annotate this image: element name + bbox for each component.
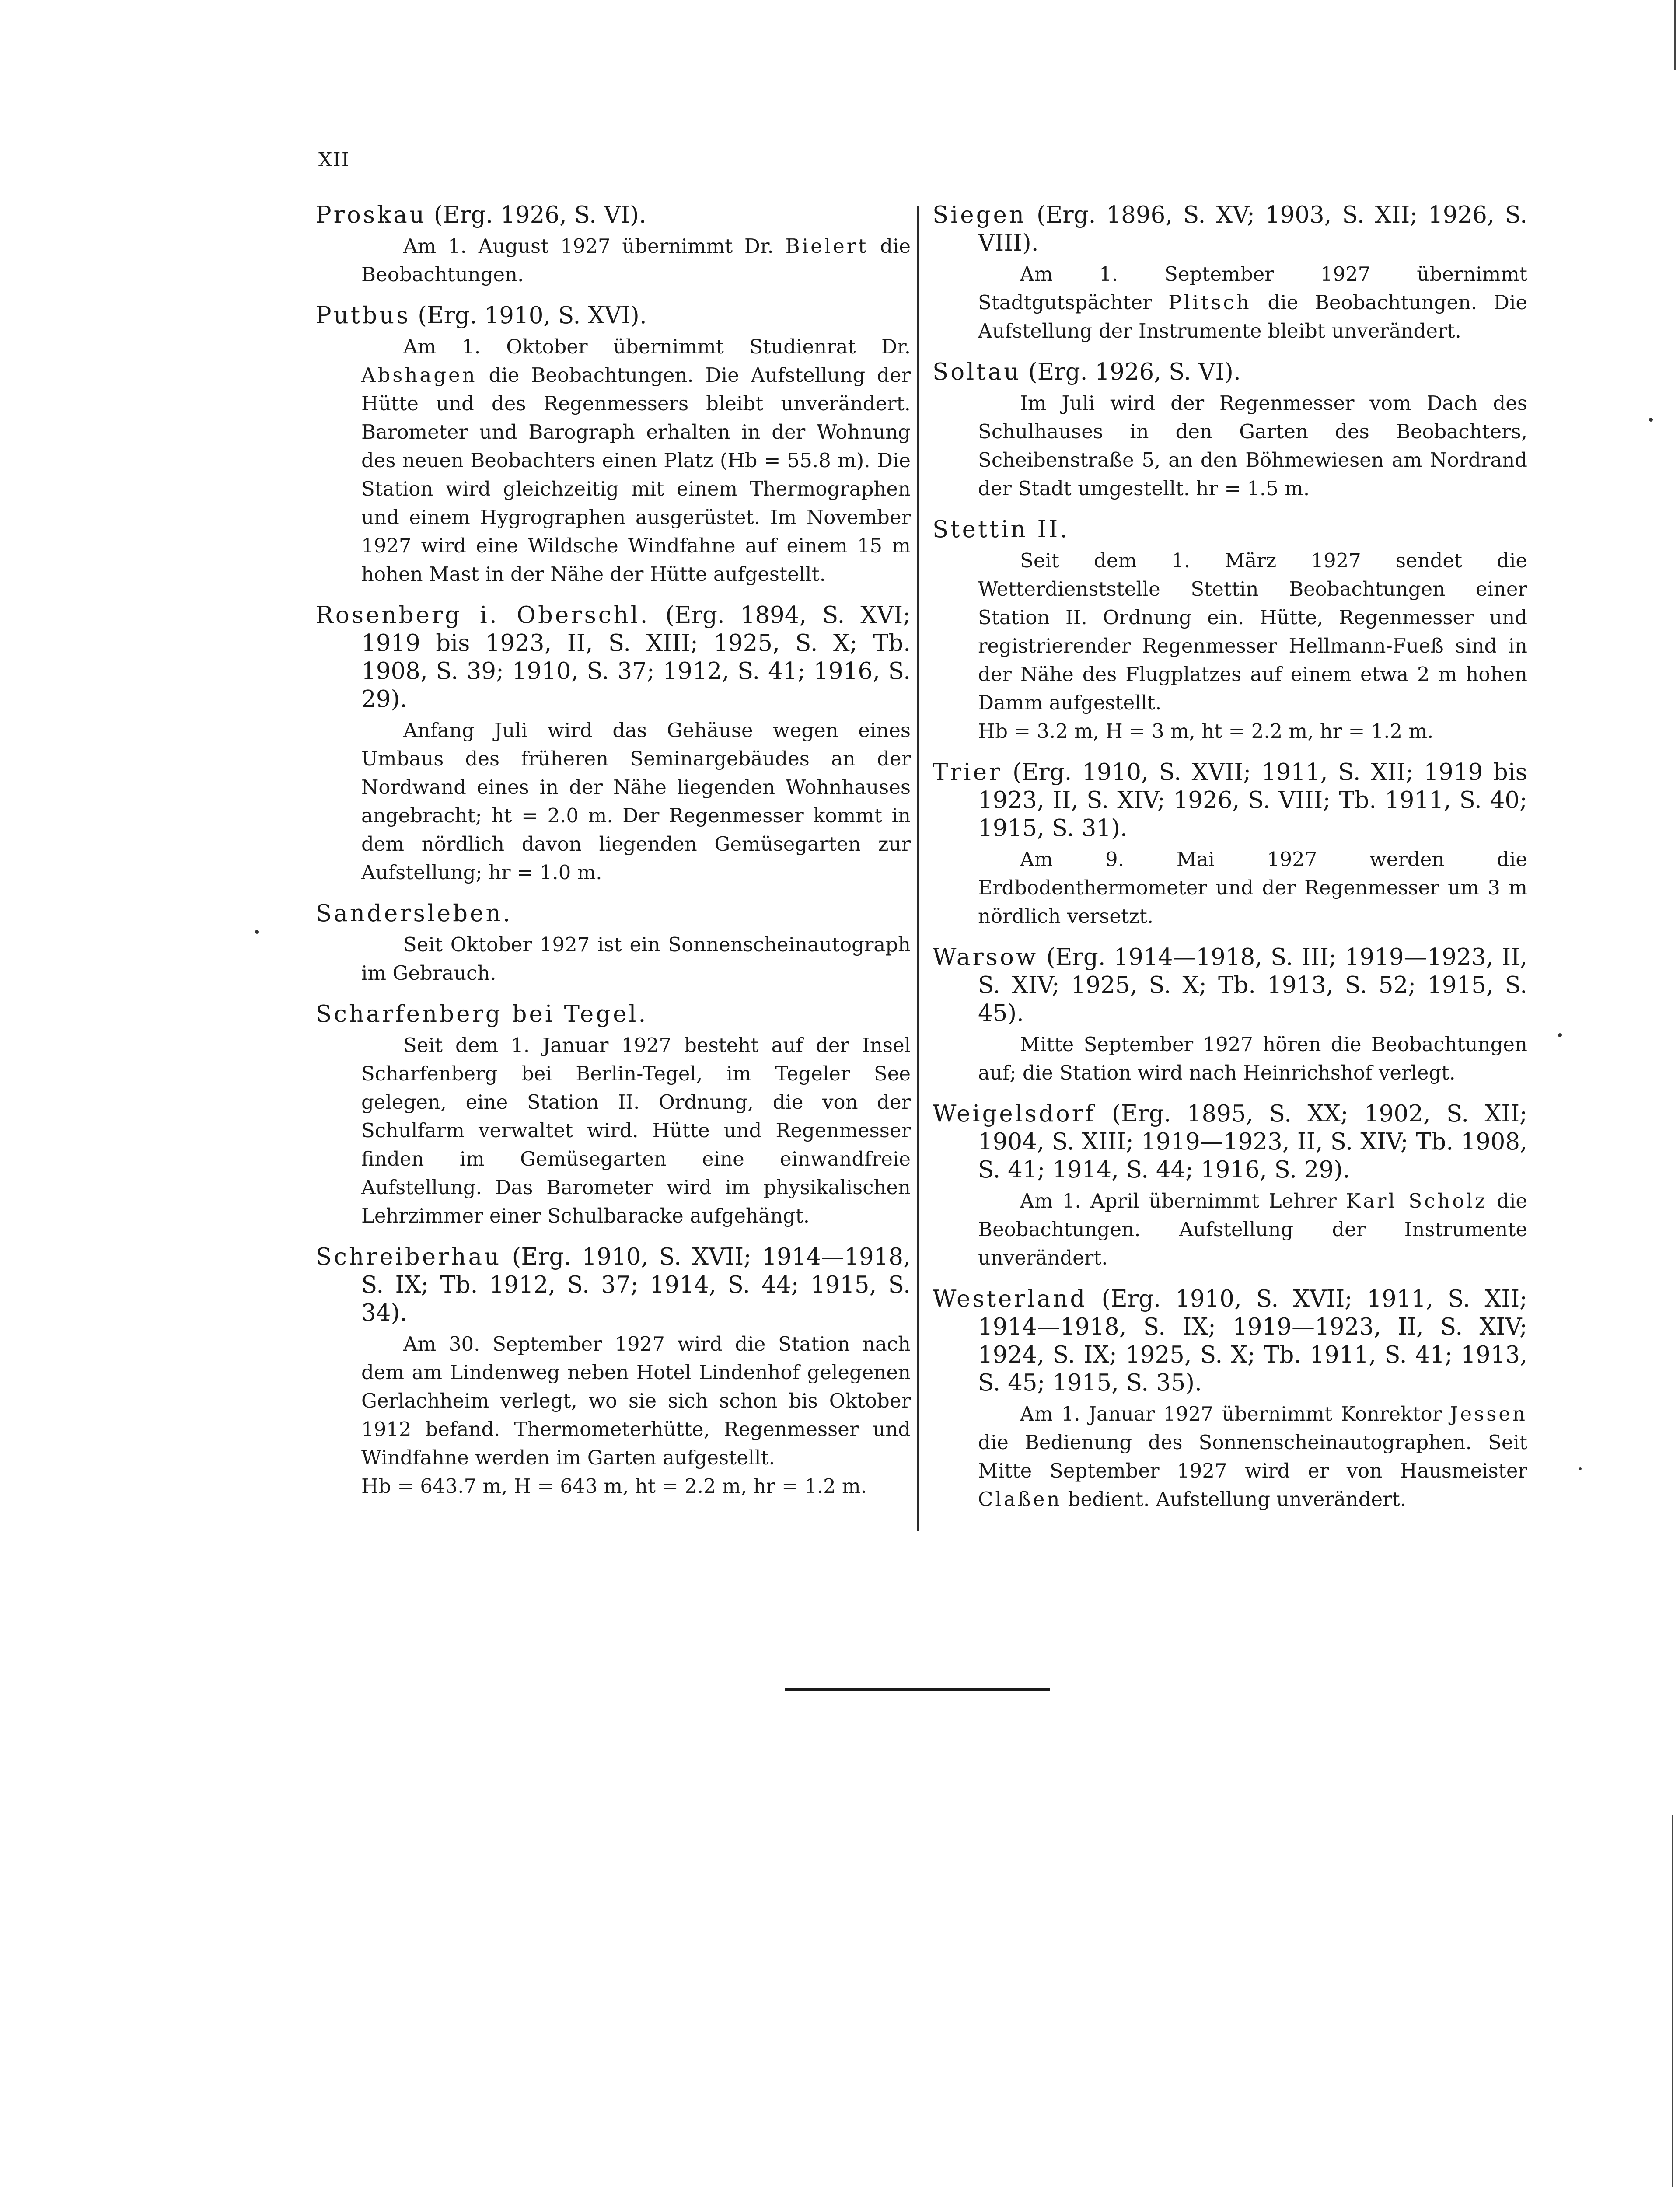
entry-text: Im Juli wird der Regenmesser vom Dach des Schulhauses in den Garten des Beobachters, Scheibenstraße 5, an den Böhmewiesen am Nordrand der Stadt umgestellt. hr = 1.5 m. xyxy=(978,391,1527,500)
entry-text: Am 9. Mai 1927 werden die Erdbodenthermometer und der Regenmesser um 3 m nördlich versetzt. xyxy=(978,848,1527,928)
text-run: die Beobachtungen. xyxy=(361,234,911,286)
entry-text xyxy=(316,332,911,588)
station-name: Soltau xyxy=(933,359,1021,385)
observer-name: Bielert xyxy=(785,234,869,258)
text-run: bedient. Aufstellung unverändert. xyxy=(1062,1488,1407,1511)
entry-warsow xyxy=(933,943,1527,1087)
entry-text xyxy=(933,1400,1527,1513)
entry-trier xyxy=(933,758,1527,930)
entry-rosenberg xyxy=(316,601,911,887)
text-run: die Bedienung des Sonnenscheinautographen. Seit Mitte September 1927 wird er von Hausmeister xyxy=(978,1431,1527,1482)
entry-heading xyxy=(933,943,1527,1027)
scan-speck xyxy=(1558,1033,1562,1037)
right-column xyxy=(933,201,1527,1527)
station-name: Siegen xyxy=(933,202,1027,228)
station-name: Warsow xyxy=(933,944,1038,971)
station-references: (Erg. 1896, S. XV; 1903, S. XII; 1926, S. VIII). xyxy=(978,202,1527,256)
observer-name: Karl Scholz xyxy=(1346,1189,1488,1212)
entry-putbus xyxy=(316,302,911,588)
entry-proskau xyxy=(316,201,911,289)
scan-speck xyxy=(1579,1467,1582,1470)
scan-edge-line xyxy=(1672,1815,1673,2187)
entry-heading xyxy=(933,758,1527,842)
entry-heading xyxy=(933,516,1527,544)
scan-speck xyxy=(255,930,259,934)
observer-name: Jessen xyxy=(1450,1402,1527,1425)
scan-speck xyxy=(1649,418,1653,422)
station-name: Stettin II. xyxy=(933,516,1070,543)
entry-heading xyxy=(316,201,911,229)
entry-text: Mitte September 1927 hören die Beobachtungen auf; die Station wird nach Heinrichshof verlegt. xyxy=(978,1033,1527,1084)
entry-heading xyxy=(316,601,911,713)
entry-schreiberhau xyxy=(316,1243,911,1500)
column-divider xyxy=(917,206,919,1531)
entry-heading xyxy=(316,1000,911,1028)
station-references: (Erg. 1914—1918, S. III; 1919—1923, II, S. XIV; 1925, S. X; Tb. 1913, S. 52; 1915, S. 45). xyxy=(978,944,1527,1027)
entry-heading xyxy=(933,358,1527,386)
text-run: Am 1. Januar 1927 übernimmt Konrektor xyxy=(1020,1402,1450,1425)
page-number: XII xyxy=(318,149,350,171)
entry-text: Anfang Juli wird das Gehäuse wegen eines Umbaus des früheren Seminargebäudes an der Nordwand eines in der Nähe liegenden Wohnhauses angebracht; ht = 2.0 m. Der Regenmesser kommt in dem nördlich davon liegenden Gemüsegarten zur Aufstellung; hr = 1.0 m. xyxy=(361,719,911,884)
text-run: Am 1. September 1927 übernimmt Stadtgutspächter xyxy=(978,262,1527,314)
station-references: (Erg. 1910, S. XVII; 1911, S. XII; 1919 bis 1923, II, S. XIV; 1926, S. VIII; Tb. 1911, S. 40; 1915, S. 31). xyxy=(978,759,1527,842)
entry-soltau xyxy=(933,358,1527,503)
entry-text xyxy=(933,1187,1527,1272)
entry-heading xyxy=(316,1243,911,1327)
station-name: Putbus xyxy=(316,302,411,329)
observer-name: Abshagen xyxy=(361,363,477,387)
entry-sandersleben xyxy=(316,900,911,987)
entry-stettin xyxy=(933,516,1527,745)
station-references: (Erg. 1910, S. XVII; 1911, S. XII; 1914—1918, S. IX; 1919—1923, II, S. XIV; 1924, S. IX; 1925, S. X; Tb. 1911, S. 41; 1913, S. 45; 1915, S. 35). xyxy=(978,1286,1527,1396)
entry-heading xyxy=(933,1285,1527,1397)
station-name: Trier xyxy=(933,759,1002,786)
entry-text: Seit dem 1. März 1927 sendet die Wetterdienststelle Stettin Beobachtungen einer Station II. Ordnung ein. Hütte, Regenmesser und registrierender Regenmesser Hellmann-Fueß sind in der Nähe des Flugplatzes auf einem etwa 2 m hohen Damm aufgestellt. xyxy=(978,549,1527,714)
station-references: (Erg. 1895, S. XX; 1902, S. XII; 1904, S. XIII; 1919—1923, II, S. XIV; Tb. 1908, S. 41; 1914, S. 44; 1916, S. 29). xyxy=(978,1100,1527,1183)
station-name: Rosenberg i. Oberschl. xyxy=(316,602,650,629)
text-run: Am 1. April übernimmt Lehrer xyxy=(1020,1189,1346,1212)
entry-weigelsdorf xyxy=(933,1100,1527,1272)
text-run: Am 1. August 1927 übernimmt Dr. xyxy=(403,234,786,258)
station-references: (Erg. 1894, S. XVI; 1919 bis 1923, II, S. XIII; 1925, S. X; Tb. 1908, S. 39; 1910, S. 37; 1912, S. 41; 1916, S. 29). xyxy=(361,602,911,713)
station-name: Westerland xyxy=(933,1286,1087,1312)
entry-text: Am 30. September 1927 wird die Station nach dem am Lindenweg neben Hotel Lindenhof gelegenen Gerlachheim verlegt, wo sie sich schon bis Oktober 1912 befand. Thermometerhütte, Regenmesser und Windfahne werden im Garten aufgestellt. xyxy=(361,1332,911,1469)
station-heights: Hb = 3.2 m, H = 3 m, ht = 2.2 m, hr = 1.2 m. xyxy=(978,720,1434,743)
text-run: die Beobachtungen. Die Aufstellung der Hütte und des Regenmessers bleibt unverändert. Barometer und Barograph erhalten in der Wohnung des neuen Beobachters einen Platz (Hb = 55.8 m). Die Station wird gleichzeitig mit einem Thermographen und einem Hygrographen ausgerüstet. Im November 1927 wird eine Wildsche Windfahne auf einem 15 m hohen Mast in der Nähe der Hütte aufgestellt. xyxy=(361,363,911,586)
entry-text: Seit Oktober 1927 ist ein Sonnenscheinautograph im Gebrauch. xyxy=(361,933,911,985)
entry-text xyxy=(316,232,911,289)
entry-heading xyxy=(933,201,1527,257)
observer-name: Plitsch xyxy=(1168,291,1251,314)
station-references: (Erg. 1926, S. VI). xyxy=(1021,359,1241,385)
entry-scharfenberg xyxy=(316,1000,911,1230)
entry-text: Seit dem 1. Januar 1927 besteht auf der Insel Scharfenberg bei Berlin-Tegel, im Tegeler See gelegen, eine Station II. Ordnung, die von der Schulfarm verwaltet wird. Hütte und Regenmesser finden im Gemüsegarten eine einwandfreie Aufstellung. Das Barometer wird im physikalischen Lehrzimmer einer Schulbaracke aufgehängt. xyxy=(361,1034,911,1227)
station-name: Weigelsdorf xyxy=(933,1100,1096,1127)
station-name: Scharfenberg bei Tegel. xyxy=(316,1001,648,1027)
entry-heading xyxy=(933,1100,1527,1184)
station-name: Proskau xyxy=(316,202,426,228)
entry-heading xyxy=(316,302,911,330)
station-name: Sandersleben. xyxy=(316,900,513,927)
entry-text xyxy=(933,260,1527,345)
station-references: (Erg. 1910, S. XVI). xyxy=(410,302,647,329)
left-column xyxy=(316,201,911,1513)
entry-westerland xyxy=(933,1285,1527,1513)
scan-edge-line xyxy=(1674,0,1676,70)
text-run: die Beobachtungen. Aufstellung der Instrumente unverändert. xyxy=(978,1189,1527,1269)
text-run: die Beobachtungen. Die Aufstellung der Instrumente bleibt unverändert. xyxy=(978,291,1527,342)
station-name: Schreiberhau xyxy=(316,1244,502,1270)
text-run: Am 1. Oktober übernimmt Studienrat Dr. xyxy=(403,335,911,358)
end-rule xyxy=(785,1688,1050,1691)
observer-name: Claßen xyxy=(978,1488,1062,1511)
station-references: (Erg. 1910, S. XVII; 1914—1918, S. IX; Tb. 1912, S. 37; 1914, S. 44; 1915, S. 34). xyxy=(361,1244,911,1326)
station-references: (Erg. 1926, S. VI). xyxy=(426,202,646,228)
station-heights: Hb = 643.7 m, H = 643 m, ht = 2.2 m, hr = 1.2 m. xyxy=(361,1474,867,1498)
entry-siegen xyxy=(933,201,1527,345)
entry-heading xyxy=(316,900,911,928)
